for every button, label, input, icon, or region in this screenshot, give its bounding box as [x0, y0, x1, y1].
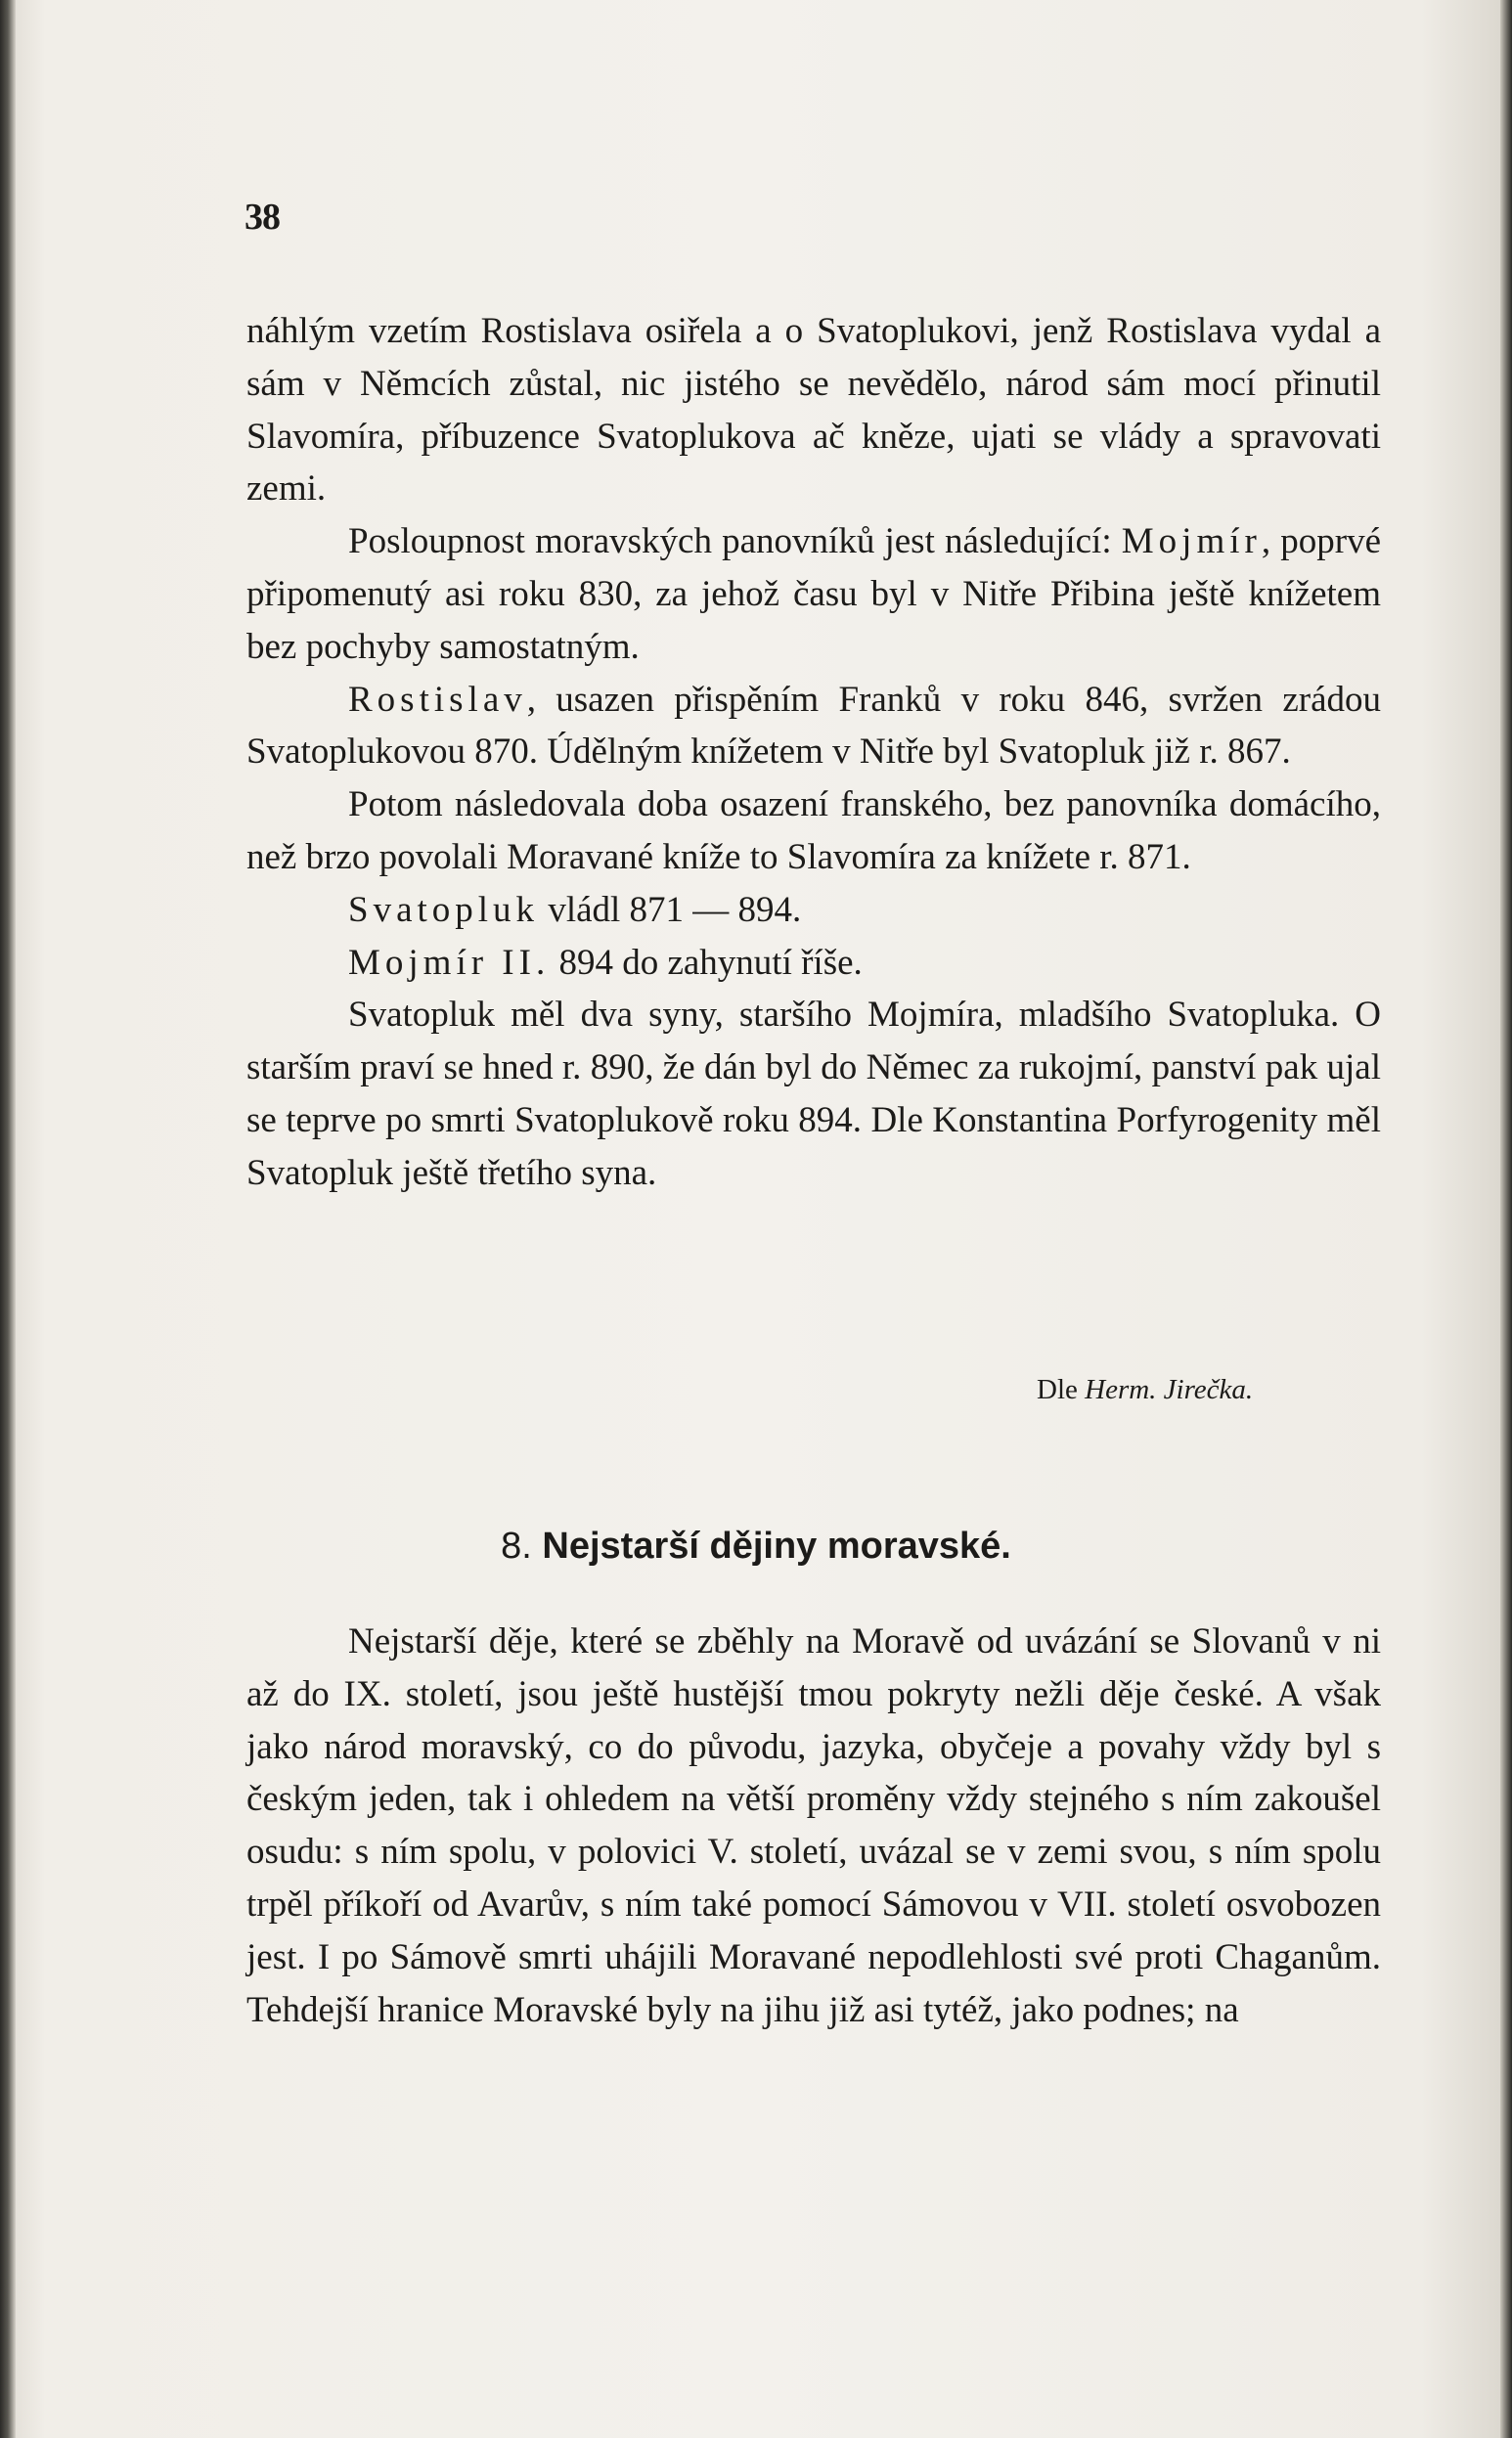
paragraph-4: Potom následovala doba osazení franského, bez panovníka domácího, než brzo povolali Moravané kníže to Slavomíra za knížete r. 871. — [246, 784, 1381, 877]
attribution — [1037, 1374, 1253, 1406]
ruler-name-mojmir: Mojmír — [1121, 521, 1262, 562]
paragraph-2-rest: , poprvé připomenutý asi roku 830, za jehož času byl v Nitře Přibina ještě knížetem bez pochyby samostatným. — [246, 521, 1382, 667]
page-left-edge-shadow — [0, 0, 16, 2438]
paragraph-2-lead: Posloupnost moravských panovníků jest následující: — [348, 521, 1112, 562]
attribution-author: Herm. Jirečka. — [1085, 1374, 1254, 1405]
paragraph-5 — [246, 884, 1381, 937]
paragraph-1: náhlým vzetím Rostislava osiřela a o Svatoplukovi, jenž Rostislava vydal a sám v Němcích zůstal, nic jistého se nevědělo, národ sám mocí přinutil Slavomíra, příbuzence Svatoplukova ač kněze, ujati se vlády a spravovati zemi. — [246, 311, 1381, 510]
section-heading-number: 8. — [501, 1526, 532, 1567]
section-2-paragraph-1: Nejstarší děje, které se zběhly na Moravě od uvázání se Slovanů v ni až do IX. století, jsou ještě hustější tmou pokryty nežli děje české. A však jako národ moravský, co do původu, jazyka, obyčeje a povahy vždy byl s českým jeden, tak i ohledem na větší proměny vždy stejného s ním zakoušel osudu: s ním spolu, v polovici V. století, uvázal se v zemi svou, s ním spolu trpěl příkoří od Avarův, s ním také pomocí Sámovou v VII. století osvobozen jest. I po Sámově smrti uhájili Moravané nepodlehlosti své proti Chaganům. Tehdejší hranice Moravské byly na jihu již asi tytéž, jako podnes; na — [246, 1621, 1381, 2030]
section-2-text — [246, 1616, 1381, 2036]
section-heading-title: Nejstarší dějiny moravské. — [542, 1526, 1011, 1567]
paragraph-7: Svatopluk měl dva syny, staršího Mojmíra, mladšího Svatopluka. O starším praví se hned r. 890, že dán byl do Němec za rukojmí, panství pak ujal se teprve po smrti Svatoplukově roku 894. Dle Konstantina Porfyrogenity měl Svatopluk ještě třetího syna. — [246, 995, 1381, 1193]
paragraph-2 — [246, 515, 1381, 673]
ruler-name-mojmir-ii: Mojmír II. — [348, 942, 551, 983]
page-right-edge-shadow — [1500, 0, 1512, 2438]
paragraph-3 — [246, 674, 1381, 779]
paragraph-5-rest: vládl 871 — 894. — [539, 889, 802, 930]
paragraph-3-rest: , usazen přispěním Franků v roku 846, svržen zrádou Svatoplukovou 870. Údělným knížetem v Nitře byl Svatopluk již r. 867. — [246, 679, 1381, 773]
ruler-name-svatopluk: Svatopluk — [348, 889, 540, 930]
paragraph-6 — [246, 937, 1381, 990]
page-number: 38 — [245, 197, 280, 238]
section-1-text — [246, 305, 1381, 1200]
attribution-prefix: Dle — [1037, 1374, 1086, 1405]
ruler-name-rostislav: Rostislav — [348, 679, 527, 720]
paragraph-6-rest: 894 do zahynutí říše. — [550, 942, 863, 983]
section-heading — [0, 1526, 1512, 1568]
